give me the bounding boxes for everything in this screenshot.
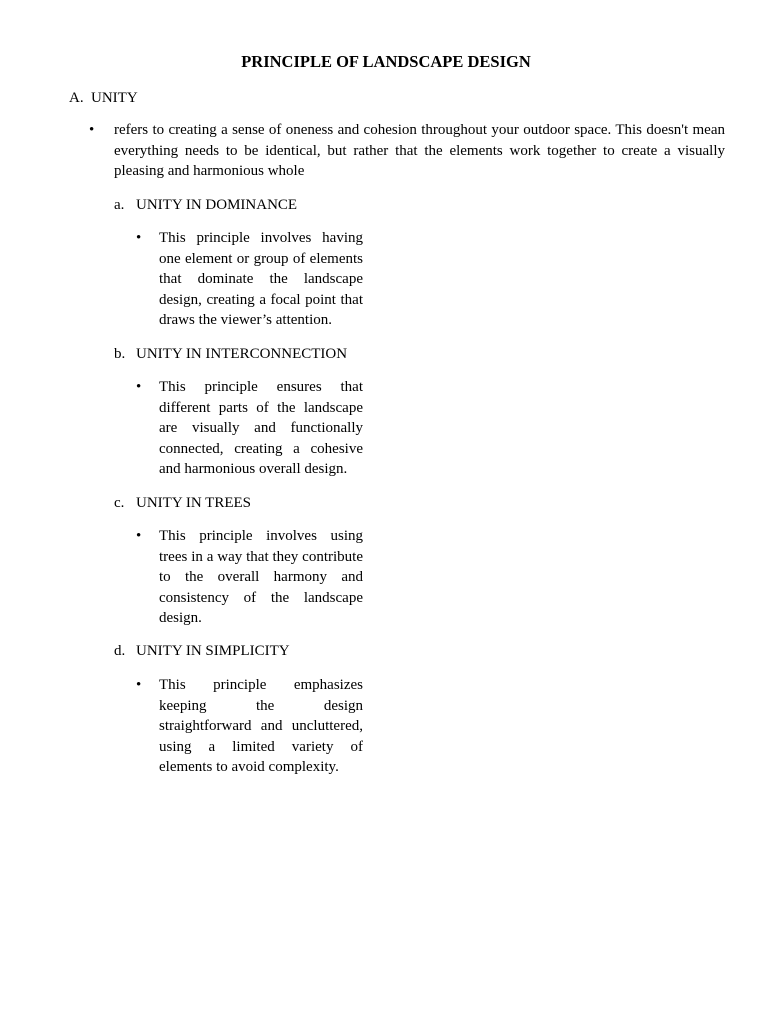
trees-text: This principle involves using trees in a way that they contribute to the overall harmony and consistency of the landscape design. [159, 528, 363, 627]
interconnection-text: This principle ensures that different parts of the landscape are visually and functionally connected, creating a cohesive and harmonious overall design. [159, 379, 363, 478]
section-heading-unity [69, 88, 138, 108]
bullet-icon: • [136, 230, 142, 246]
subsection-heading-label: UNITY IN SIMPLICITY [136, 643, 290, 659]
subsection-heading-interconnection [114, 344, 347, 364]
section-heading-label: UNITY [91, 90, 138, 106]
subsection-heading-simplicity [114, 641, 290, 661]
subsection-heading-dominance [114, 195, 297, 215]
subsection-heading-label: UNITY IN DOMINANCE [136, 197, 298, 213]
subsection-heading-label: UNITY IN INTERCONNECTION [136, 346, 348, 362]
subsection-marker: a. [114, 197, 125, 213]
subsection-marker: c. [114, 495, 125, 511]
dominance-text: This principle involves having one element or group of elements that dominate the landscape design, creating a focal point that draws the viewer’s attention. [159, 230, 363, 329]
subsection-heading-label: UNITY IN TREES [136, 495, 251, 511]
bullet-icon: • [89, 122, 95, 138]
unity-description-text: refers to creating a sense of oneness and cohesion throughout your outdoor space. This doesn't mean everything needs to be identical, but rather that the elements work together to create a visually pleasing and harmonious whole [114, 122, 725, 180]
subsection-heading-trees [114, 493, 251, 513]
bullet-icon: • [136, 528, 142, 544]
document-title: PRINCIPLE OF LANDSCAPE DESIGN [241, 52, 531, 71]
subsection-marker: d. [114, 643, 126, 659]
bullet-icon: • [136, 379, 142, 395]
bullet-icon: • [136, 677, 142, 693]
section-marker: A. [69, 90, 84, 106]
simplicity-text: This principle emphasizes keeping the design straightforward and uncluttered, using a limited variety of elements to avoid complexity. [159, 677, 363, 776]
subsection-marker: b. [114, 346, 126, 362]
